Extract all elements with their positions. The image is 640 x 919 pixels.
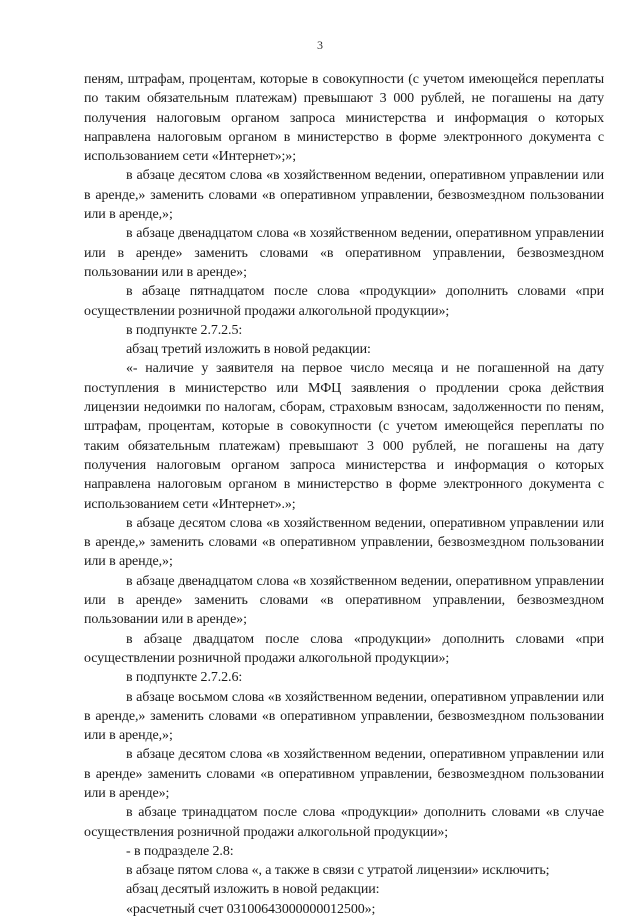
- page-number: 3: [317, 38, 323, 52]
- paragraph: в абзаце пятнадцатом после слова «продукции» дополнить словами «при осуществлении розничной продажи алкогольной продукции»;: [84, 284, 604, 319]
- paragraph: абзац десятый изложить в новой редакции:: [126, 882, 380, 898]
- paragraph: в абзаце десятом слова «в хозяйственном ведении, оперативном управлении или в аренде,» заменить словами «в оперативном управлении, безвозмездном пользовании или в аренде,»;: [84, 168, 604, 223]
- paragraph: в абзаце тринадцатом после слова «продукции» дополнить словами «в случае осуществления розничной продажи алкогольной продукции»;: [84, 805, 604, 840]
- paragraph: - в подразделе 2.8:: [126, 843, 234, 859]
- paragraph: «расчетный счет 03100643000000012500»;: [126, 901, 376, 917]
- paragraph: в абзаце десятом слова «в хозяйственном ведении, оперативном управлении или в аренде,» заменить словами «в оперативном управлении, безвозмездном пользовании или в аренде,»;: [84, 515, 604, 570]
- paragraph: в подпункте 2.7.2.6:: [126, 670, 243, 686]
- paragraph: в абзаце двадцатом после слова «продукции» дополнить словами «при осуществлении розничной продажи алкогольной продукции»;: [84, 631, 604, 666]
- paragraph: в подпункте 2.7.2.5:: [126, 322, 243, 338]
- paragraph: в абзаце десятом слова «в хозяйственном ведении, оперативном управлении или в аренде» заменить словами «в оперативном управлении, безвозмездном пользовании или в аренде»;: [84, 747, 604, 801]
- paragraph: в абзаце восьмом слова «в хозяйственном ведении, оперативном управлении или в аренде,» заменить словами «в оперативном управлении, безвозмездном пользовании или в аренде,»;: [84, 689, 604, 744]
- paragraph: пеням, штрафам, процентам, которые в совокупности (с учетом имеющейся переплаты по таким обязательным платежам) превышают 3 000 рублей, не погашены на дату получения налоговым органом запроса министерства и информация о которых направлена налоговым органом в министерство в форме электронного документа с использованием сети «Интернет»;»;: [84, 72, 604, 165]
- paragraph: в абзаце пятом слова «, а также в связи с утратой лицензии» исключить;: [126, 863, 550, 879]
- paragraph: «- наличие у заявителя на первое число месяца и не погашенной на дату поступления в министерство или МФЦ заявления о продлении срока действия лицензии недоимки по налогам, сборам, страховым взносам, задолженности по пеням, штрафам, процентам, которые в совокупности (с учетом имеющейся переплаты по таким обязательным платежам) превышают 3 000 рублей, не погашены на дату получения налоговым органом запроса министерства и информация о которых направлена налоговым органом в министерство в форме электронного документа с использованием сети «Интернет».»;: [84, 361, 604, 512]
- document-body: [84, 70, 604, 919]
- paragraph: в абзаце двенадцатом слова «в хозяйственном ведении, оперативном управлении или в аренде» заменить словами «в оперативном управлении, безвозмездном пользовании или в аренде»;: [84, 573, 604, 628]
- paragraph: в абзаце двенадцатом слова «в хозяйственном ведении, оперативном управлении или в аренде» заменить словами «в оперативном управлении, безвозмездном пользовании или в аренде»;: [84, 226, 604, 280]
- paragraph: абзац третий изложить в новой редакции:: [126, 342, 371, 358]
